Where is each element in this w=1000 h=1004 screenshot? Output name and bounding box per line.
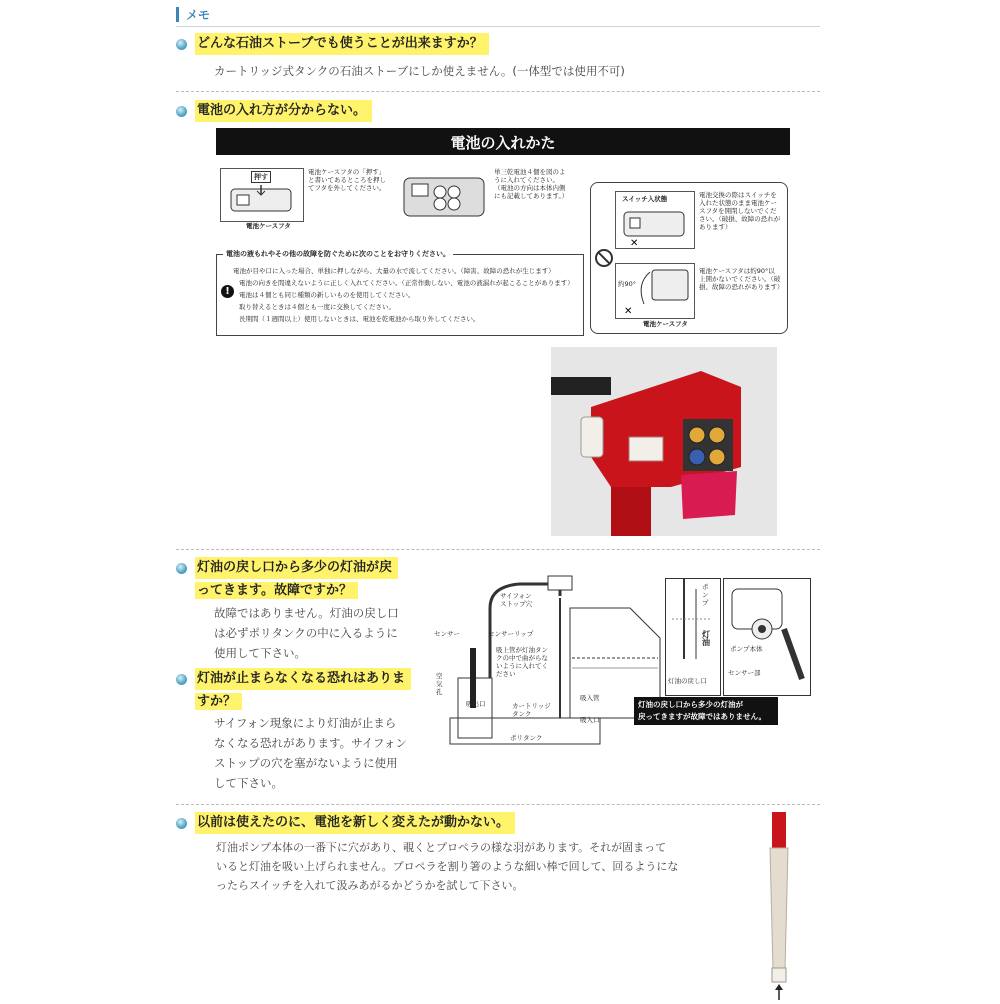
step2-illustration [398,168,490,226]
pump-stick-image [764,810,794,1000]
answer-line: サイフォン現象により灯油が止まら [214,716,397,730]
divider [176,91,820,92]
step1-illustration [220,168,304,222]
memo-header [176,4,820,27]
faq-question-1-text: どんな石油ストーブでも使うことが出来ますか？ [195,33,489,55]
pump-photo-drawing [551,347,777,536]
faq-question-5-text: 以前は使えたのに、電池を新しく変えたが動かない。 [195,812,515,834]
batteries-drawing [398,168,490,226]
faq-answer-5 [216,838,678,895]
pump-label: ポンプ [702,583,709,607]
caution-item: 電池の向きを間違えないように正しく入れてください。（正常作動しない、電池の液漏れが起こることがあります） [239,279,574,287]
note-label: 吸上管が灯油タンクの中で曲がらないように入れてください [496,646,548,678]
pump-stick-drawing [764,810,794,1000]
faq-question-1 [176,33,489,55]
divider [176,804,820,805]
poly-tank-label: ポリタンク [510,734,543,742]
angle-label: 約90° [618,280,637,288]
cover-label: 電池ケースフタ [246,222,291,230]
caution-icon: ! [221,285,234,298]
switch-illustration [615,191,695,249]
bullet-icon [176,39,187,50]
diagram-caption-line: 戻ってきますが故障ではありません。 [638,712,766,721]
diagram-caption-line: 灯油の戻し口から多少の灯油が [638,700,743,709]
return-detail [665,578,721,696]
cover-label-2: 電池ケースフタ [643,320,688,328]
faq-question-4-line1: 灯油が止まらなくなる恐れはありま [195,668,411,690]
answer-line: なくなる恐れがあります。サイフォン [214,736,407,750]
caution-item: 電池は４個とも同じ種類の新しいものを使用してください。 [239,291,415,299]
faq-question-2-text: 電池の入れ方が分からない。 [195,100,372,122]
prohibition-box [590,182,788,334]
answer-line: 使用して下さい。 [214,646,306,660]
faq-question-4-line2: すか？ [195,693,242,710]
memo-accent-bar [176,7,179,22]
faq-answer-3 [214,603,399,663]
faq-question-3 [176,557,436,601]
diagram-caption [634,697,778,725]
faq-question-3-line1: 灯油の戻し口から多少の灯油が戻 [195,557,398,579]
push-label: 押す [251,171,271,183]
answer-line: ったらスイッチを入れて汲みあがるかどうかを試して下さい。 [216,879,524,892]
panel-title-bar [216,128,790,155]
memo-label: メモ [186,8,211,22]
pump-photo [551,347,777,536]
bullet-icon [176,106,187,117]
answer-line: いると灯油を吸い上げられません。プロペラを割り箸のような細い棒で回して、回るようにな [216,860,679,873]
air-hole-label: 空気孔 [436,672,443,696]
answer-line: して下さい。 [214,776,283,790]
faq-question-2 [176,100,372,122]
switch-note: 電池交換の際はスイッチを入れた状態のまま電池ケースフタを開閉しないでください。（破損、故障の恐れがあります） [699,191,781,231]
caution-item: 取り替えるときは４個とも一度に交換してください。 [239,303,395,311]
return-port-label: 吸入管 [580,694,600,702]
panel-title: 電池の入れかた [450,134,556,152]
sensor-detail [723,578,811,696]
cover-note: 電池ケースフタは約90°以上開かないでください。（破損、故障の恐れがあります） [699,267,784,291]
battery-instruction-panel [216,128,790,336]
sensor-lip-label: センサーリップ [488,630,534,638]
suction-label: 吸出口 [466,700,486,708]
cover-drawing [616,264,694,318]
pump-detail-diagram [665,578,810,698]
answer-line: ストップの穴を塞がないように使用 [214,756,398,770]
divider [176,549,820,550]
step1-text: 電池ケースフタの「押す」と書いてあるところを押してフタを外してください。 [308,168,386,192]
caution-lead: 電池が目や口に入った場合、単独に押しながら、大量の水で流してください。（障害、故障の恐れが生じます） [233,267,555,275]
switch-state-label: スイッチ入状態 [622,195,668,203]
caution-item: 長期間（１週間以上）使用しないときは、電池を乾電池から取り外してください。 [239,315,480,323]
faq-question-4 [176,668,436,712]
bullet-icon [176,674,187,685]
bullet-icon [176,818,187,829]
faq-question-3-line2: ってきます。故障ですか？ [195,582,358,599]
answer-line: 故障ではありません。灯油の戻し口 [214,606,399,620]
sensor-detail-drawing [724,579,810,695]
sensor-label: センサー [434,630,460,638]
return-label: 灯油の戻し口 [668,677,707,685]
faq-question-5 [176,812,515,834]
bullet-icon [176,563,187,574]
kerosene-label: 灯油 [702,630,710,647]
cover-angle-illustration [615,263,695,319]
svg-text:✕: ✕ [630,238,639,248]
faq-answer-4 [214,713,407,793]
answer-line: 灯油ポンプ本体の一番下に穴があり、覗くとプロペラの様な羽があります。それが固まって [216,841,667,854]
faq-answer-1: カートリッジ式タンクの石油ストーブにしか使えません。(一体型では使用不可) [214,64,625,78]
cartridge-tank-label: カートリッジタンク [512,702,551,718]
answer-line: は必ずポリタンクの中に入るように [214,626,398,640]
siphon-stop-label: サイフォンストップ穴 [500,592,533,608]
caution-title: 電池の液もれやその他の故障を防ぐために次のことをお守りください。 [223,250,453,258]
intake-label: 吸入口 [580,716,600,724]
prohibit-icon [595,249,613,267]
sensor-part-label: センサー部 [728,669,761,677]
pump-body-label: ポンプ本体 [730,645,763,653]
caution-box [216,250,584,336]
svg-text:✕: ✕ [624,306,633,317]
step2-text: 単三乾電池４個を図のように入れてください。（電池の方向は本体内側にも記載してあります。） [494,168,569,200]
